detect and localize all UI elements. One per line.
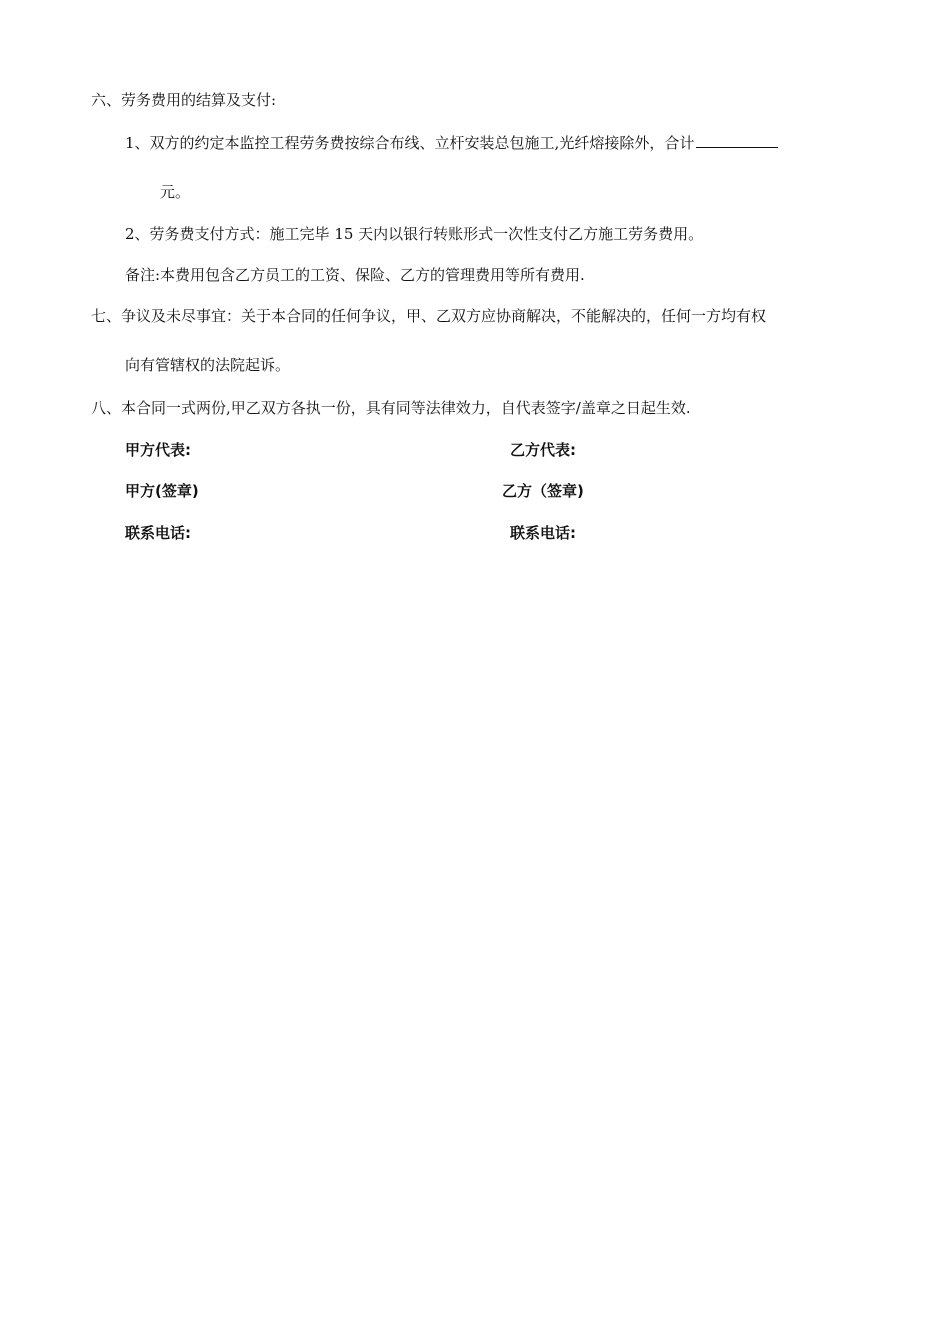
section-6-heading: 六、劳务费用的结算及支付:	[91, 91, 277, 109]
party-a-seal-label: 甲方(签章)	[125, 482, 199, 500]
party-a-representative-label: 甲方代表:	[125, 441, 191, 459]
party-b-phone-label: 联系电话:	[510, 524, 576, 542]
party-a-phone-label: 联系电话:	[125, 524, 191, 542]
amount-blank-field[interactable]	[696, 133, 778, 148]
section-6-item-1-unit: 元。	[160, 183, 191, 201]
section-6-item-2: 2、劳务费支付方式：施工完毕 15 天内以银行转账形式一次性支付乙方施工劳务费用。	[125, 225, 704, 243]
section-6-item-1-text: 1、双方的约定本监控工程劳务费按综合布线、立杆安装总包施工,光纤熔接除外，合计	[125, 134, 695, 152]
party-b-representative-label: 乙方代表:	[510, 441, 576, 459]
party-b-seal-label: 乙方（签章)	[502, 482, 584, 500]
section-7-line-2: 向有管辖权的法院起诉。	[125, 356, 291, 374]
section-6-item-1	[125, 133, 778, 153]
section-7-line-1: 七、争议及未尽事宜：关于本合同的任何争议，甲、乙双方应协商解决，不能解决的，任何一方均有权	[91, 307, 767, 325]
section-6-note: 备注:本费用包含乙方员工的工资、保险、乙方的管理费用等所有费用.	[125, 266, 585, 284]
section-8-text: 八、本合同一式两份,甲乙双方各执一份，具有同等法律效力，自代表签字/盖章之日起生效.	[91, 399, 691, 417]
